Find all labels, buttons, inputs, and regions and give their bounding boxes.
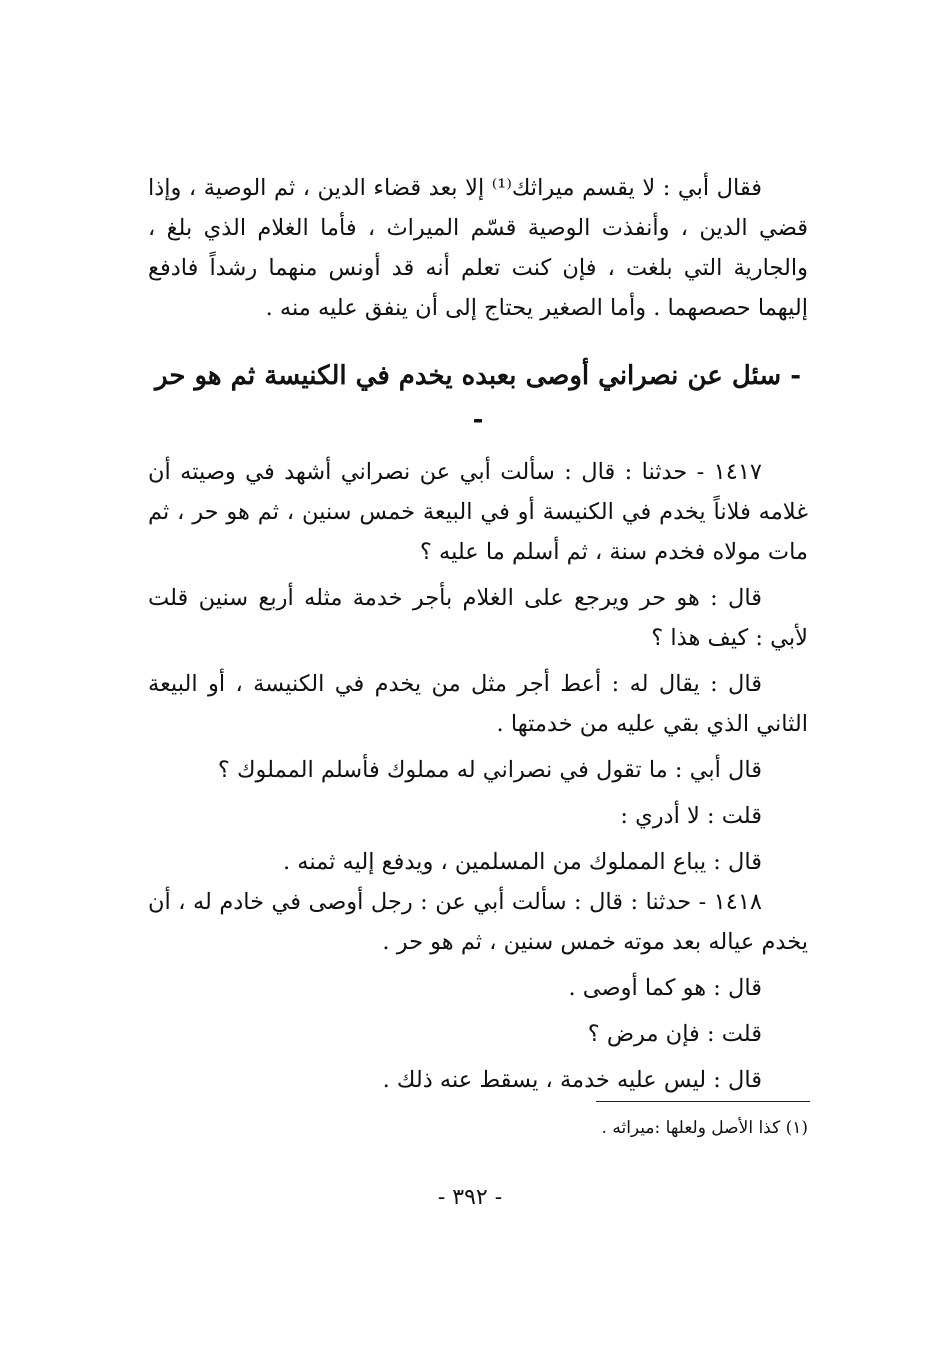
footnote: (١) كذا الأصل ولعلها :ميراثه . (601, 1118, 808, 1138)
paragraph-answer-2: قال : يقال له : أعط أجر مثل من يخدم في الكنيسة ، أو البيعة الثاني الذي بقي عليه من خدمتها . (148, 671, 808, 737)
paragraph-as-willed: قال : هو كما أوصى . (568, 975, 762, 1001)
paragraph-1417-text: - حدثنا : قال : سألت أبي عن نصراني أشهد في وصيته أن غلامه فلاناً يخدم في الكنيسة أو في البيعة خمس سنين ، ثم هو حر ، ثم مات مولاه فخدم سنة ، ثم أسلم ما عليه ؟ (148, 459, 808, 565)
section-heading: - سئل عن نصراني أوصى بعبده يخدم في الكنيسة ثم هو حر - (155, 361, 801, 435)
paragraph-inheritance: فقال أبي : لا يقسم ميراثك⁽¹⁾ إلا بعد قضاء الدين ، ثم الوصية ، وإذا قضي الدين ، وأنفذت الوصية قسّم الميراث ، فأما الغلام الذي بلغ ، والجارية التي بلغت ، فإن كنت تعلم أنه قد أونس منهما رشداً فادفع إليهما حصصهما . وأما الصغير يحتاج إلى أن ينفق عليه منه . (148, 175, 808, 321)
paragraph-if-sick: قلت : فإن مرض ؟ (587, 1021, 762, 1047)
paragraph-answer-1: قال : هو حر ويرجع على الغلام بأجر خدمة مثله أربع سنين قلت لأبي : كيف هذا ؟ (148, 585, 808, 651)
page-number: - ٣٩٢ - (437, 1185, 503, 1210)
paragraph-1418 (148, 882, 808, 962)
main-text (148, 168, 808, 1100)
footnote-divider (596, 1101, 810, 1102)
hadith-number-1418: ١٤١٨ (713, 889, 763, 915)
paragraph-la-adri: قلت : لا أدري : (620, 803, 762, 829)
paragraph-1418-text: - حدثنا : قال : سألت أبي عن : رجل أوصى في خادم له ، أن يخدم عياله بعد موته خمس سنين ، ثم هو حر . (148, 889, 808, 955)
paragraph-no-service: قال : ليس عليه خدمة ، يسقط عنه ذلك . (382, 1067, 762, 1093)
paragraph-question-mamluk: قال أبي : ما تقول في نصراني له مملوك فأسلم المملوك ؟ (217, 757, 762, 783)
hadith-number-1417: ١٤١٧ (713, 459, 762, 485)
paragraph-1417 (148, 452, 808, 572)
paragraph-sold: قال : يباع المملوك من المسلمين ، ويدفع إليه ثمنه . (282, 849, 762, 875)
